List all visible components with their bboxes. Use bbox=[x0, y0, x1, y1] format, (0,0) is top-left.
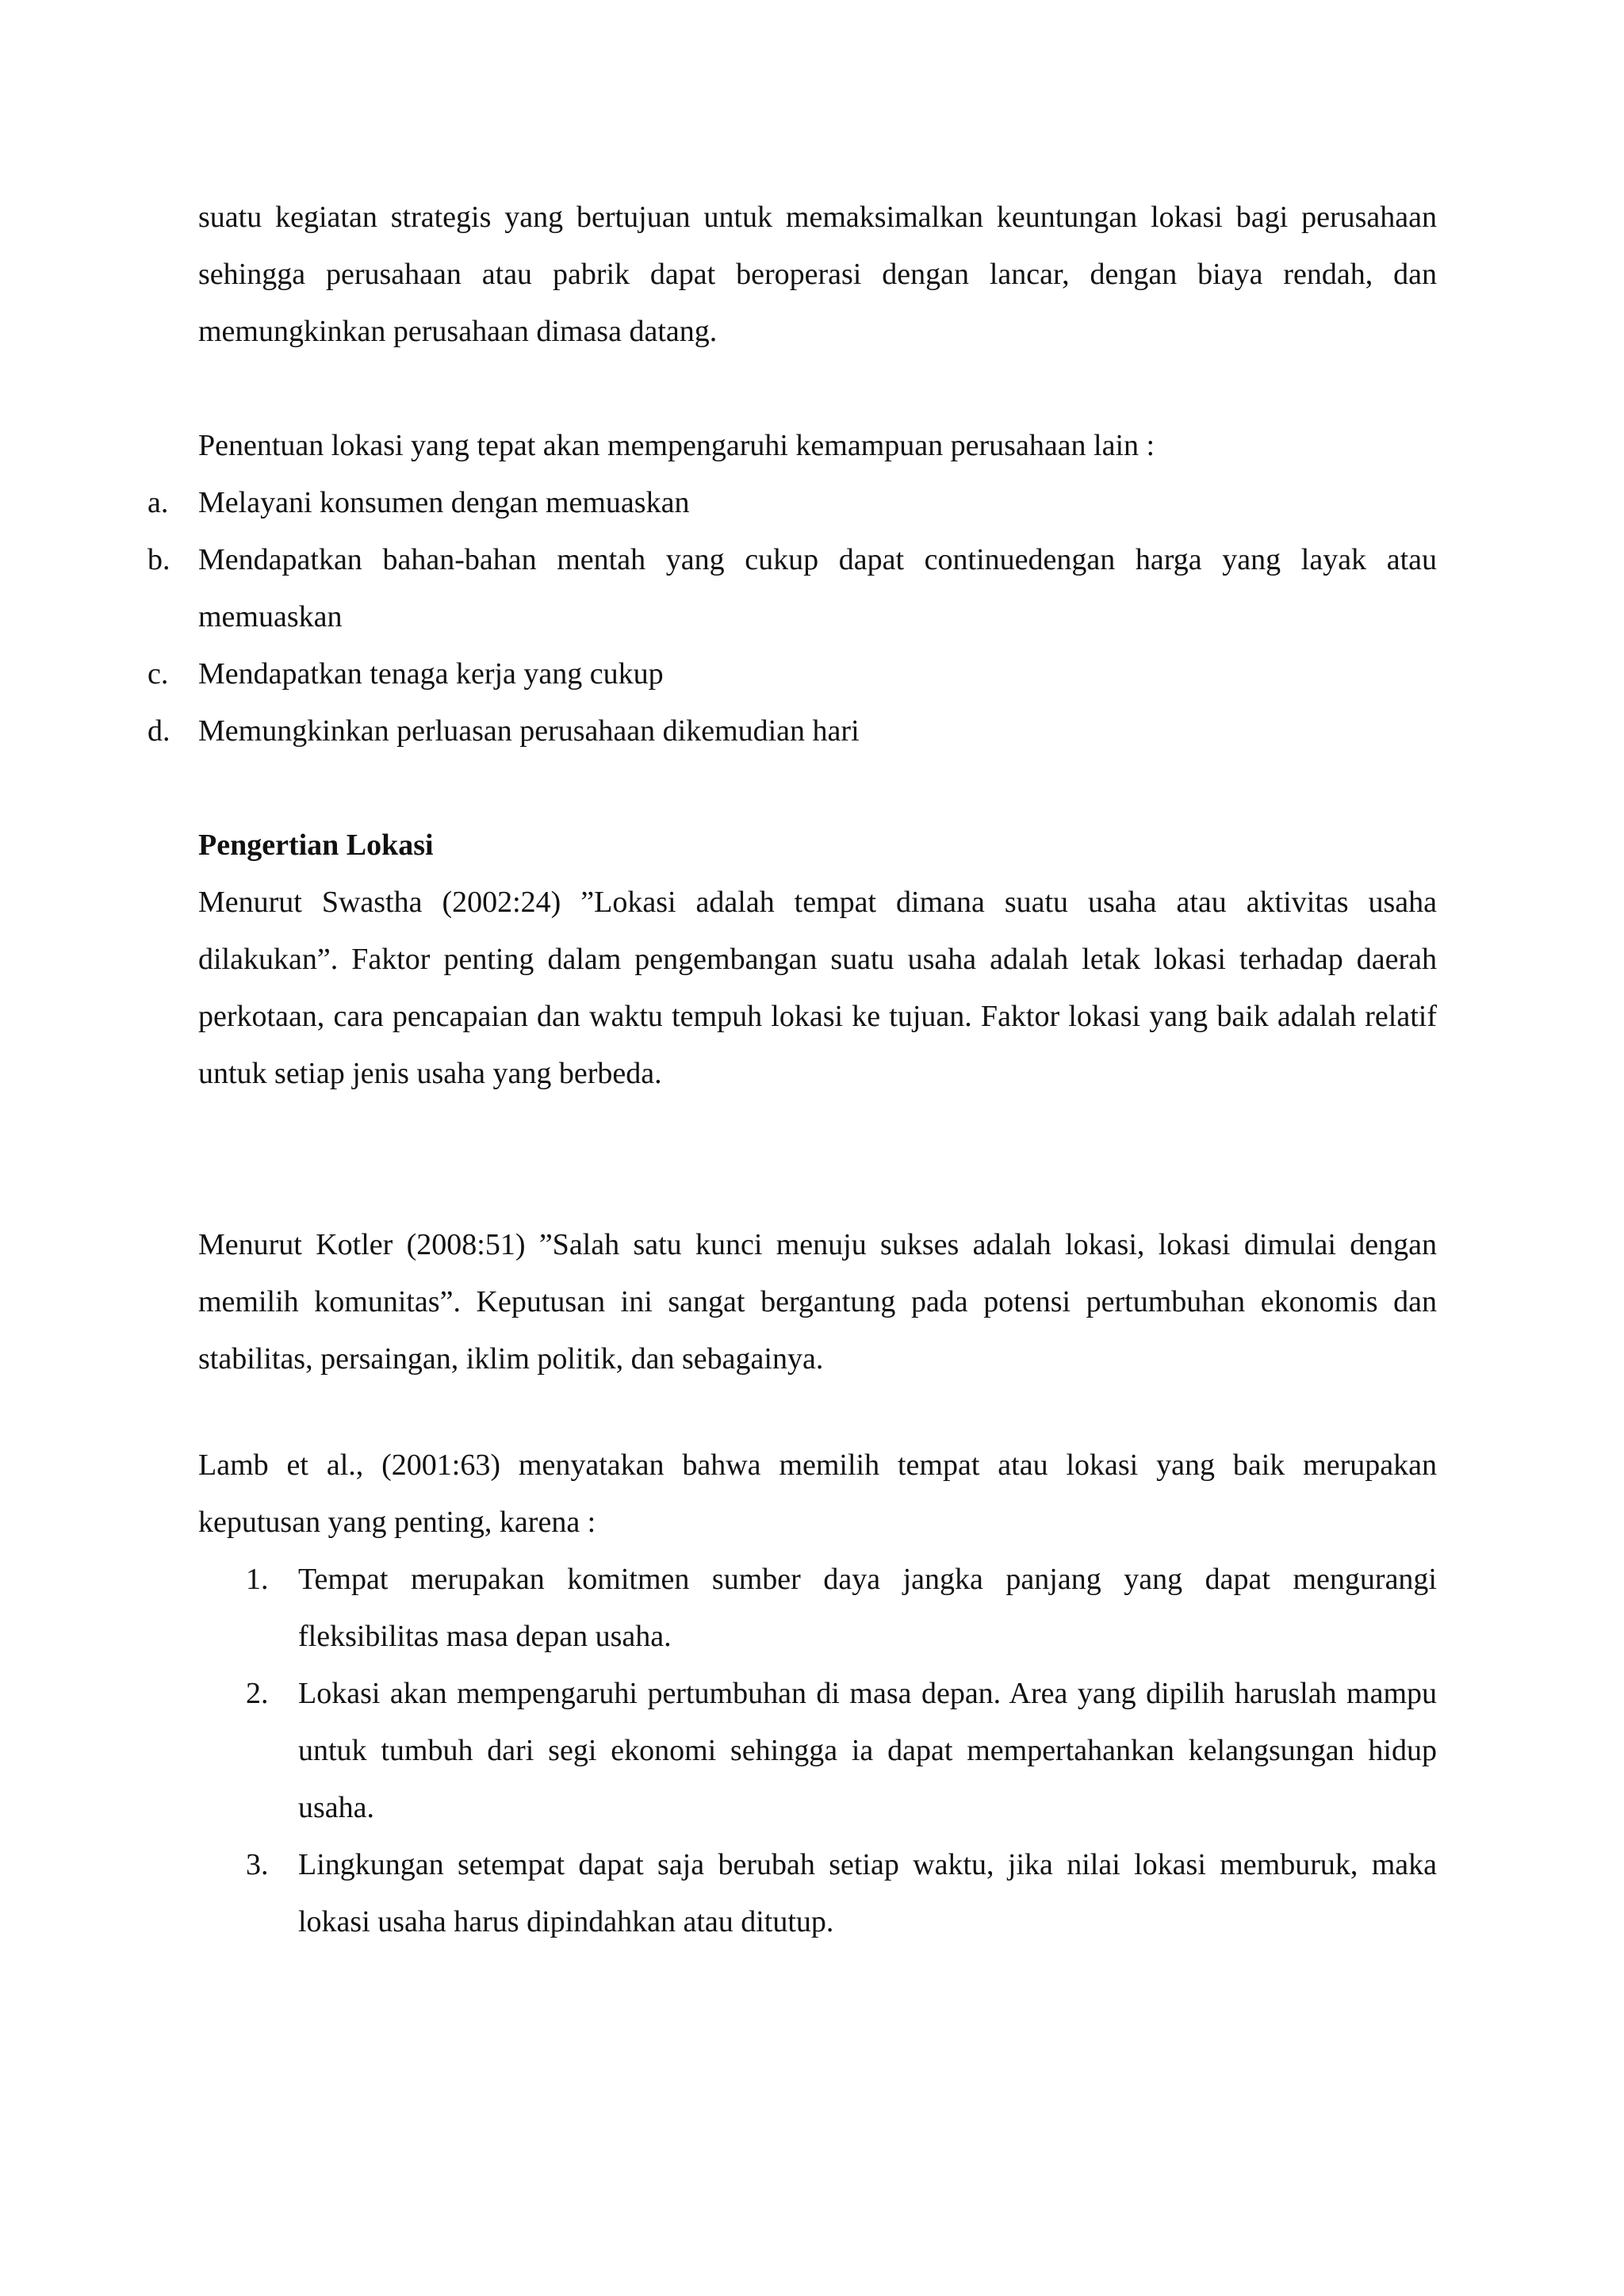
list-marker: a. bbox=[147, 486, 169, 519]
list-item-text: Mendapatkan bahan-bahan mentah yang cukup dapat continuedengan harga yang layak atau memuaskan bbox=[198, 543, 1437, 633]
list-item-text: Melayani konsumen dengan memuaskan bbox=[198, 486, 690, 519]
list-item-text: Tempat merupakan komitmen sumber daya jangka panjang yang dapat mengurangi fleksibilitas masa depan usaha. bbox=[298, 1563, 1437, 1653]
list-item-text: Lokasi akan mempengaruhi pertumbuhan di masa depan. Area yang dipilih haruslah mampu untuk tumbuh dari segi ekonomi sehingga ia dapat mempertahankan kelangsungan hidup usaha. bbox=[298, 1677, 1437, 1824]
list-item-text: Lingkungan setempat dapat saja berubah setiap waktu, jika nilai lokasi memburuk, maka lokasi usaha harus dipindahkan atau ditutup. bbox=[298, 1848, 1437, 1938]
list-item bbox=[246, 1836, 1437, 1950]
list-item bbox=[246, 1551, 1437, 1665]
section-heading: Pengertian Lokasi bbox=[198, 828, 434, 862]
list-item bbox=[147, 474, 1437, 531]
list-marker: 3. bbox=[246, 1848, 269, 1881]
lamb-paragraph: Lamb et al., (2001:63) menyatakan bahwa memilih tempat atau lokasi yang baik merupakan keputusan yang penting, karena : bbox=[198, 1448, 1437, 1539]
list-item bbox=[147, 702, 1437, 760]
list-item-text: Memungkinkan perluasan perusahaan dikemudian hari bbox=[198, 714, 860, 748]
list-marker: 1. bbox=[246, 1563, 269, 1596]
swastha-paragraph: Menurut Swastha (2002:24) ”Lokasi adalah tempat dimana suatu usaha atau aktivitas usaha dilakukan”. Faktor penting dalam pengembangan suatu usaha adalah letak lokasi terhadap daerah perkotaan, cara pencapaian dan waktu tempuh lokasi ke tujuan. Faktor lokasi yang baik adalah relatif untuk setiap jenis usaha yang berbeda. bbox=[198, 886, 1437, 1090]
list-item bbox=[147, 531, 1437, 645]
determination-intro: Penentuan lokasi yang tepat akan mempengaruhi kemampuan perusahaan lain : bbox=[198, 429, 1155, 462]
list-item bbox=[246, 1665, 1437, 1836]
intro-paragraph: suatu kegiatan strategis yang bertujuan untuk memaksimalkan keuntungan lokasi bagi perusahaan sehingga perusahaan atau pabrik dapat beroperasi dengan lancar, dengan biaya rendah, dan memungkinkan perusahaan dimasa datang. bbox=[198, 201, 1437, 348]
list-marker: d. bbox=[147, 714, 170, 748]
list-item-text: Mendapatkan tenaga kerja yang cukup bbox=[198, 657, 664, 691]
list-marker: c. bbox=[147, 657, 169, 691]
list-item bbox=[147, 645, 1437, 702]
list-marker: 2. bbox=[246, 1677, 269, 1710]
list-marker: b. bbox=[147, 543, 170, 576]
kotler-paragraph: Menurut Kotler (2008:51) ”Salah satu kunci menuju sukses adalah lokasi, lokasi dimulai dengan memilih komunitas”. Keputusan ini sangat bergantung pada potensi pertumbuhan ekonomis dan stabilitas, persaingan, iklim politik, dan sebagainya. bbox=[198, 1228, 1437, 1376]
